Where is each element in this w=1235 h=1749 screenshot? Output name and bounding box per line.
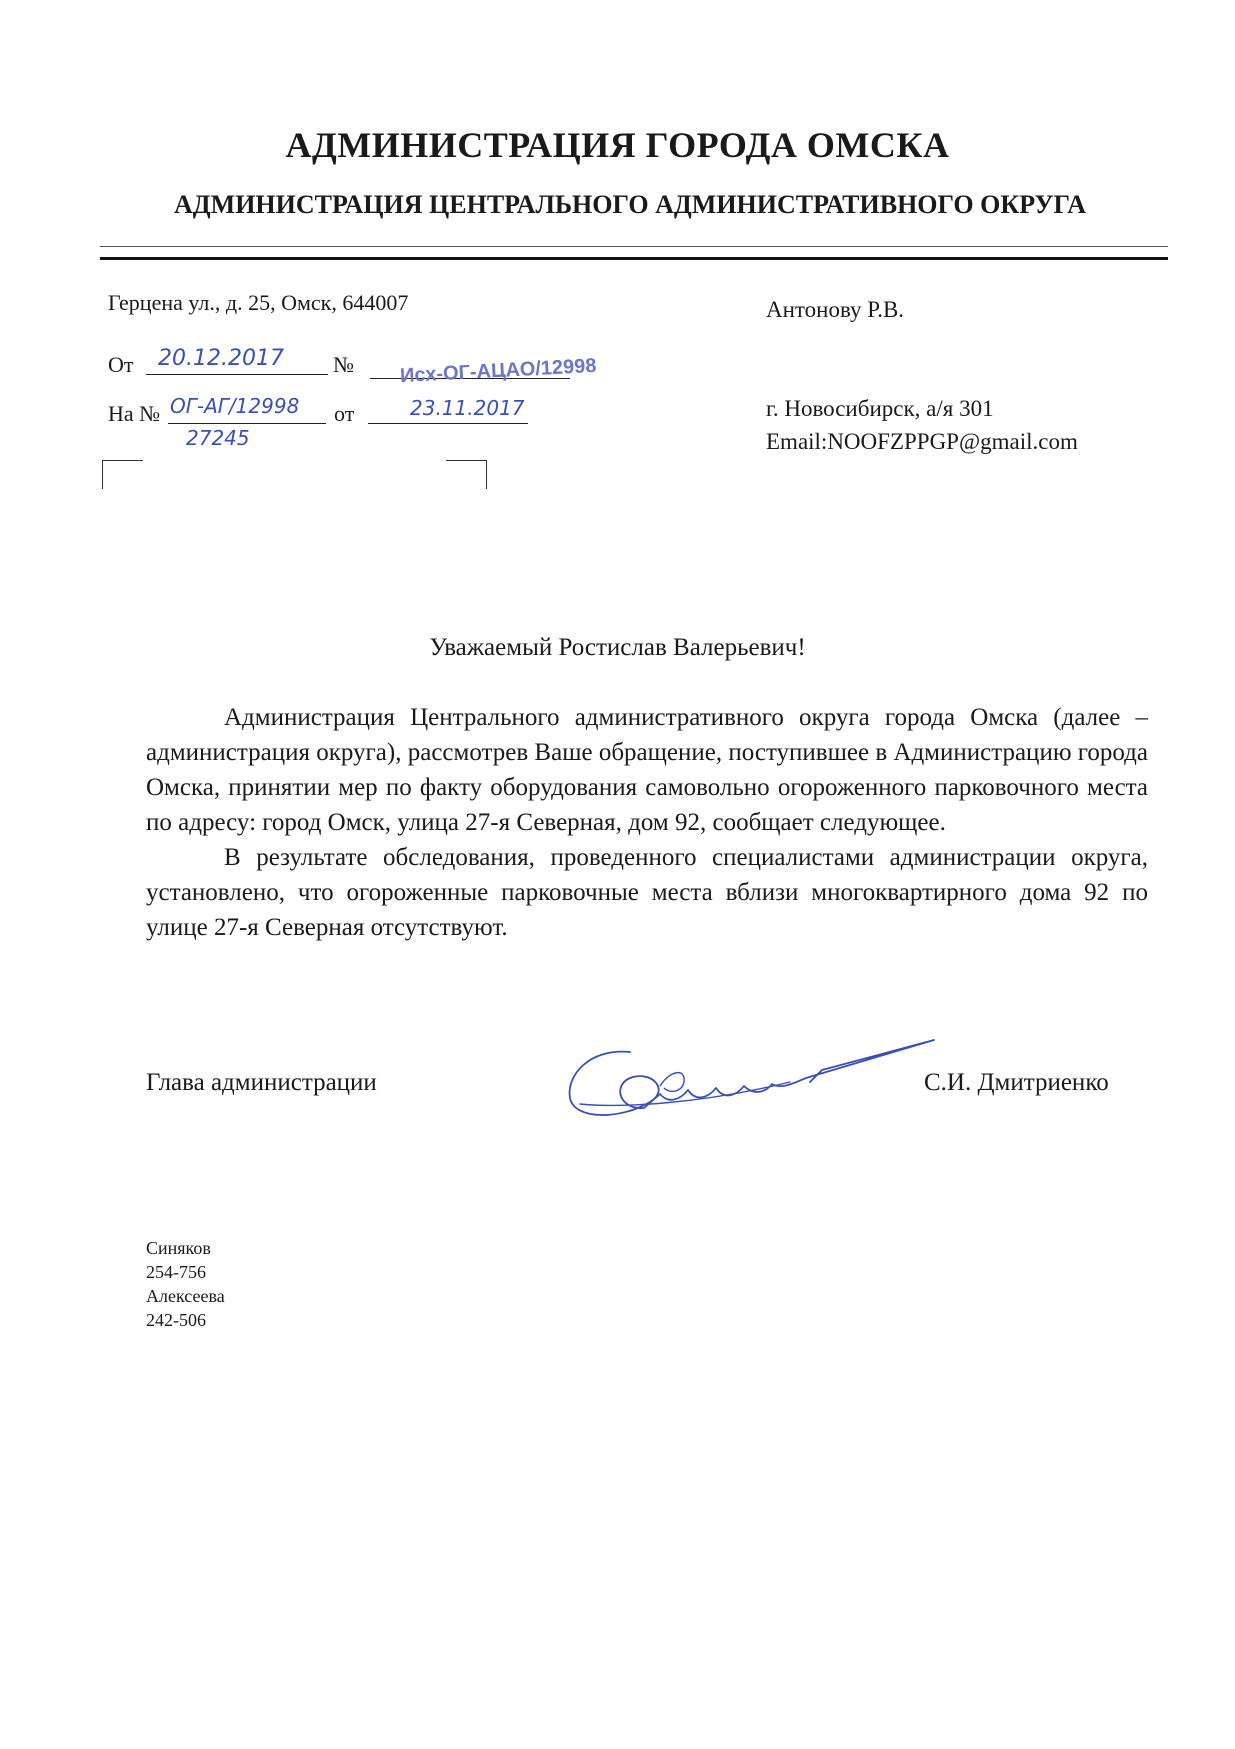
reference-extra-handwritten: 27245	[186, 426, 250, 450]
header-rule-thick	[100, 257, 1168, 260]
paragraph-1: Администрация Центрального административного округа города Омска (далее – администрация округа), рассмотрев Ваше обращение, поступившее в Администрацию города Омска, принятии мер по факту оборудования самовольно огороженного парковочного места по адресу: город Омск, улица 27-я Северная, дом 92, сообщает следующее.	[146, 704, 1148, 836]
reference-date-handwritten: 23.11.2017	[410, 396, 525, 420]
letter-body	[146, 700, 1148, 945]
from-label: От	[108, 352, 134, 377]
contact-name-1: Синяков	[146, 1238, 211, 1258]
reference-date-label: от	[334, 401, 355, 426]
handwritten-signature	[560, 1030, 940, 1130]
org-title: АДМИНИСТРАЦИЯ ГОРОДА ОМСКА	[285, 125, 950, 165]
from-date-line	[146, 374, 328, 375]
signatory-name: С.И. Дмитриенко	[924, 1069, 1109, 1096]
suborg-title: АДМИНИСТРАЦИЯ ЦЕНТРАЛЬНОГО АДМИНИСТРАТИВНОГО ОКРУГА	[173, 190, 1087, 219]
reference-date-line	[368, 423, 528, 424]
recipient-name: Антонову Р.В.	[766, 297, 905, 322]
corner-mark-right	[446, 460, 487, 489]
sender-address: Герцена ул., д. 25, Омск, 644007	[108, 290, 409, 315]
reference-number-handwritten: ОГ-АГ/12998	[170, 394, 300, 418]
contacts-block	[146, 1236, 225, 1332]
reference-label: На №	[108, 401, 161, 426]
salutation: Уважаемый Ростислав Валерьевич!	[429, 634, 806, 661]
contact-phone-1: 254-756	[146, 1262, 206, 1282]
corner-mark-left	[102, 460, 143, 489]
number-label: №	[333, 352, 354, 377]
recipient-email: Email:NOOFZPPGP@gmail.com	[766, 429, 1078, 454]
recipient-address: г. Новосибирск, а/я 301	[766, 396, 994, 421]
outgoing-number-stamp: Исх-ОГ-АЦАО/12998	[399, 354, 597, 388]
header-rule-thin	[100, 246, 1168, 247]
signatory-position: Глава администрации	[146, 1069, 377, 1096]
from-date-handwritten: 20.12.2017	[158, 346, 284, 371]
contact-name-2: Алексеева	[146, 1286, 225, 1306]
paragraph-2: В результате обследования, проведенного специалистами администрации округа, установлено, что огороженные парковочные места вблизи многоквартирного дома 92 по улице 27-я Северная отсутствуют.	[146, 844, 1148, 941]
contact-phone-2: 242-506	[146, 1310, 206, 1330]
reference-number-line	[168, 423, 326, 424]
